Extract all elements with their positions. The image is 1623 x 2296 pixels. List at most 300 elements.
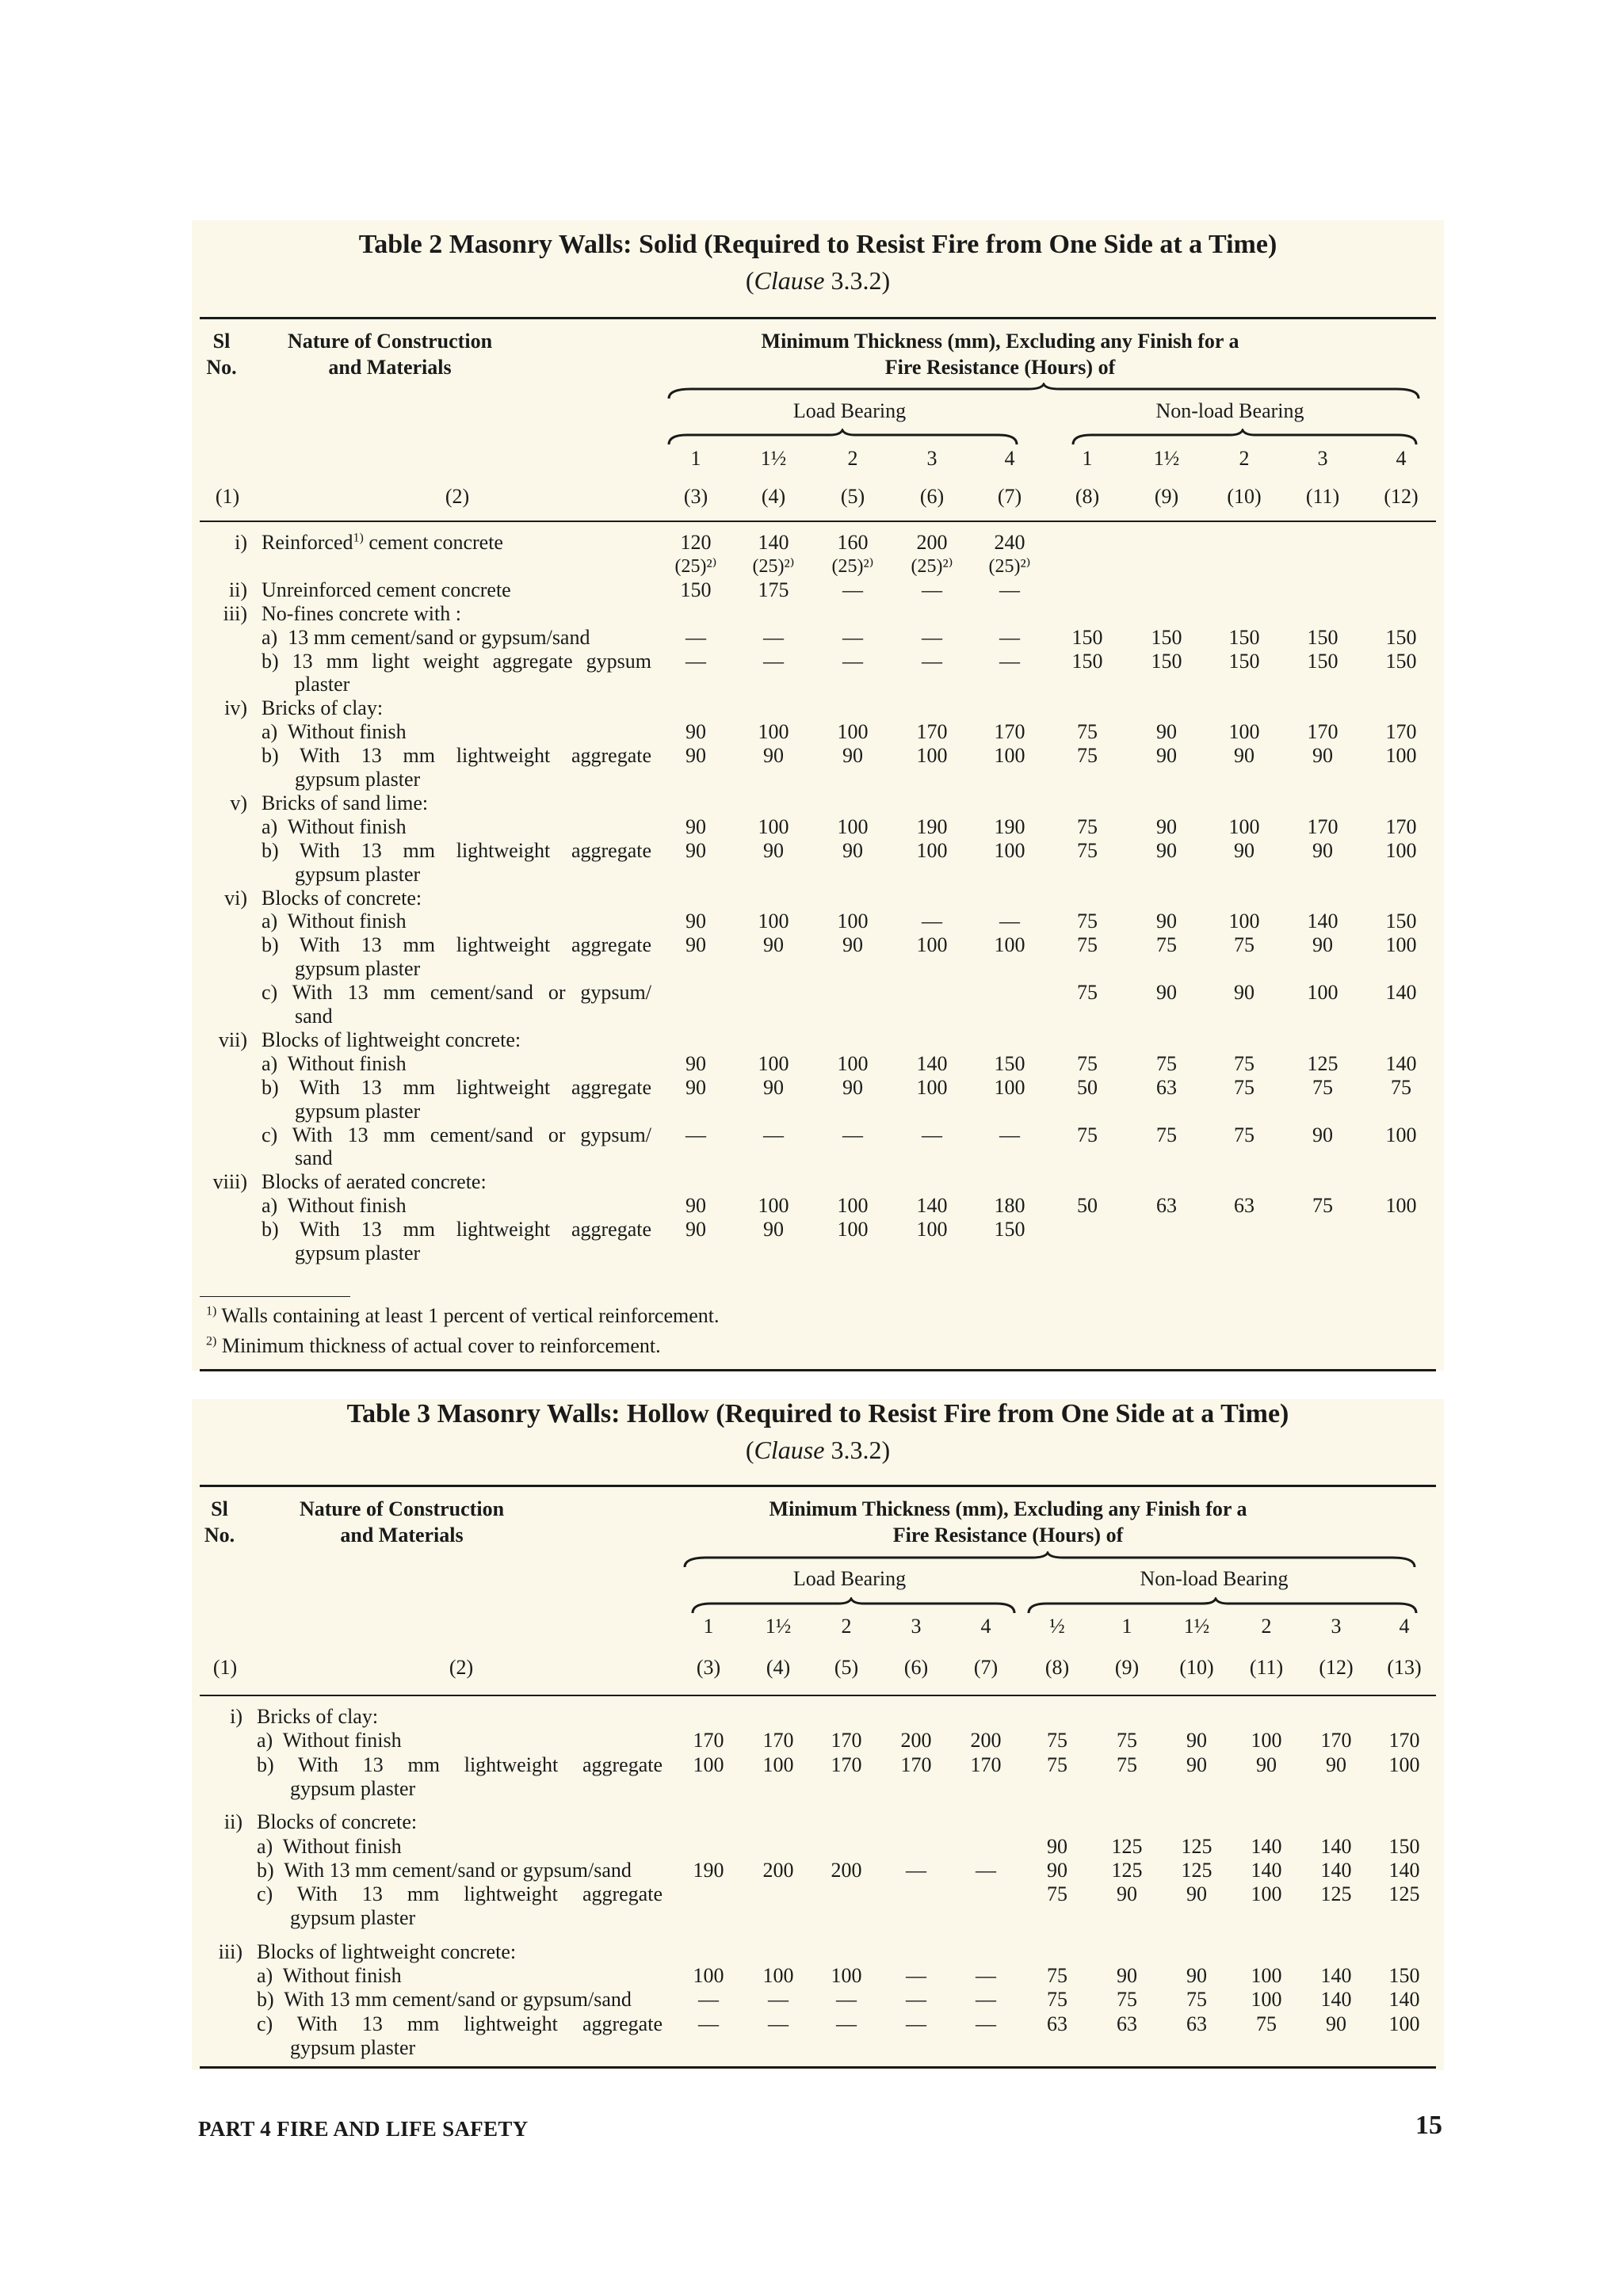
- table-3-value-cell: 200: [970, 1729, 1002, 1753]
- table-2-load-bearing-label: Load Bearing: [792, 399, 907, 422]
- table-3-row-label: b) With 13 mm cement/sand or gypsum/sand: [257, 1988, 632, 2012]
- table-3-value-cell: —: [976, 1858, 996, 1882]
- table-3-value-cell: 170: [900, 1753, 932, 1776]
- table-3-value-cell: 170: [831, 1729, 862, 1753]
- table-2-value-cell: 100: [994, 838, 1025, 862]
- table-2-value-cell: 90: [685, 720, 706, 744]
- table-3-value-cell: 190: [693, 1858, 724, 1882]
- table-2-value-cell: 90: [842, 838, 863, 862]
- table-3-value-cell: 63: [1047, 2012, 1067, 2035]
- table-2-value-cell: 75: [1077, 720, 1098, 744]
- table-2-value-cell: 100: [994, 744, 1025, 768]
- table-2-value-cell: 170: [1307, 720, 1338, 744]
- table-2-value-cell: 125: [1307, 1051, 1338, 1075]
- table-3-hour-heading: 1½: [765, 1615, 792, 1638]
- table-3-row-label: b) With 13 mm cement/sand or gypsum/sand: [257, 1858, 632, 1882]
- table-3-value-cell: 100: [1388, 2012, 1420, 2035]
- table-2-clause: (Clause 3.3.2): [745, 266, 891, 295]
- table-2-row-label: plaster: [295, 673, 350, 696]
- table-3-value-cell: 140: [1388, 1988, 1420, 2012]
- table-3-bottom-rule: [200, 2066, 1436, 2069]
- table-2-value-cell: 140: [1385, 1051, 1417, 1075]
- table-2-hour-heading: 3: [1317, 447, 1328, 470]
- table-2-footnote-1: $^{1)}$ Walls containing at least 1 percent of vertical reinforcement.: [206, 1304, 720, 1327]
- table-3-value-cell: —: [906, 1988, 926, 2012]
- table-2-value-cell: 190: [916, 814, 948, 838]
- table-3-column-number: (1): [212, 1656, 238, 1679]
- table-2-row-label: gypsum plaster: [295, 768, 421, 791]
- table-2-row-label: Bricks of clay:: [262, 696, 384, 720]
- table-2-value-cell: 75: [1234, 1075, 1254, 1099]
- table-2-row-label: c) With 13 mm cement/sand or gypsum/: [262, 1123, 651, 1146]
- table-2-row-label: a) Without finish: [262, 910, 407, 933]
- table-3-value-cell: 75: [1117, 1988, 1137, 2012]
- table-2-value-cell: 100: [837, 910, 869, 933]
- table-3-header-nature: Nature of Construction and Materials: [299, 1497, 505, 1547]
- table-2-value-cell: 90: [1156, 910, 1177, 933]
- table-2-row-sl: i): [235, 531, 247, 554]
- table-2-value-cell: 90: [1312, 933, 1333, 957]
- table-2-row-label: gypsum plaster: [295, 1099, 421, 1123]
- table-2-value-cell: 100: [758, 1051, 789, 1075]
- table-2-hour-heading: 1: [1082, 447, 1093, 470]
- table-2-value-cell: 75: [1156, 1123, 1177, 1146]
- table-2-value-cell: 150: [1228, 649, 1260, 673]
- table-3-header-rule: [200, 1695, 1436, 1696]
- table-2-row-label: sand: [295, 1146, 333, 1170]
- table-3-value-cell: 90: [1186, 1729, 1207, 1753]
- table-2-value-cell: 75: [1077, 981, 1098, 1005]
- table-3-value-cell: 170: [970, 1753, 1002, 1776]
- table-3-value-cell: —: [906, 1858, 926, 1882]
- table-2-value-cell: 100: [758, 910, 789, 933]
- table-2-value-cell: —: [763, 625, 784, 649]
- table-2-value-cell: 150: [1071, 649, 1103, 673]
- table-2-value-cell: 100: [758, 720, 789, 744]
- table-2-value-cell: 90: [842, 744, 863, 768]
- table-3-value-cell: 75: [1117, 1729, 1137, 1753]
- table-3-hour-heading: 2: [1261, 1615, 1272, 1638]
- table-2-value-cell: 100: [837, 1218, 869, 1241]
- table-2-value-cell: —: [842, 1123, 863, 1146]
- table-2-value-cell: 63: [1234, 1194, 1254, 1218]
- table-2-value-cell: 100: [916, 744, 948, 768]
- table-2-value-cell: 100: [837, 1051, 869, 1075]
- table-2-value-cell: 100: [916, 838, 948, 862]
- table-3-title: Table 3 Masonry Walls: Hollow (Required to Resist Fire from One Side at a Time): [346, 1399, 1289, 1428]
- table-3-top-rule: [200, 1485, 1436, 1487]
- table-2-value-cell: 100: [1228, 814, 1260, 838]
- table-3-column-number: (10): [1179, 1656, 1214, 1679]
- table-3-row-label: a) Without finish: [257, 1964, 402, 1987]
- table-3-value-cell: 170: [1320, 1729, 1352, 1753]
- table-2-value-cell: 150: [680, 578, 712, 601]
- table-3-hour-heading: ½: [1049, 1615, 1065, 1638]
- table-2-row-label: Blocks of aerated concrete:: [262, 1170, 487, 1194]
- table-2-value-cell: —: [842, 649, 863, 673]
- table-3-row-label: gypsum plaster: [290, 1776, 416, 1800]
- table-2-value-cell: 240: [994, 531, 1025, 554]
- table-3-hour-heading: 1½: [1183, 1615, 1210, 1638]
- table-2-value-cell: 90: [685, 1218, 706, 1241]
- table-3-value-cell: —: [906, 2012, 926, 2035]
- table-2-row-label: No-fines concrete with :: [262, 601, 461, 625]
- table-2-value-cell: —: [922, 625, 942, 649]
- table-3-column-number: (7): [973, 1656, 999, 1679]
- table-2-value-cell: 120: [680, 531, 712, 554]
- table-2-hour-heading: 1½: [1153, 447, 1180, 470]
- table-2-header-nature: Nature of Construction and Materials: [287, 330, 493, 379]
- table-2-value-cell: 170: [1307, 814, 1338, 838]
- table-2-value-cell: 175: [758, 578, 789, 601]
- table-2-value-cell: 160: [837, 531, 869, 554]
- table-3-hour-heading: 1: [703, 1615, 714, 1638]
- table-2-value-cell: (25)²⁾: [752, 555, 795, 577]
- table-2-value-cell: 90: [763, 933, 784, 957]
- table-3-value-cell: 90: [1117, 1964, 1137, 1987]
- table-2-row-sl: ii): [228, 578, 247, 601]
- table-2-value-cell: 90: [685, 838, 706, 862]
- table-2-value-cell: —: [842, 578, 863, 601]
- table-3-column-number: (4): [766, 1656, 791, 1679]
- table-3-value-cell: 140: [1251, 1858, 1282, 1882]
- table-3-value-cell: —: [768, 2012, 789, 2035]
- table-2-value-cell: 150: [1151, 649, 1182, 673]
- table-3-value-cell: 200: [831, 1858, 862, 1882]
- table-3-value-cell: —: [906, 1964, 926, 1987]
- table-2-row-sl: iii): [223, 601, 247, 625]
- table-2-row-label: gypsum plaster: [295, 957, 421, 981]
- table-2-value-cell: (25)²⁾: [911, 555, 953, 577]
- table-2-column-number: (5): [840, 485, 865, 508]
- table-2-column-number: (1): [215, 485, 240, 508]
- table-2-value-cell: 75: [1077, 744, 1098, 768]
- table-2-value-cell: 75: [1234, 933, 1254, 957]
- table-3-clause: (Clause 3.3.2): [745, 1436, 891, 1464]
- table-3-column-number: (2): [449, 1656, 474, 1679]
- table-2-top-rule: [200, 317, 1436, 319]
- table-2-row-label: a) Without finish: [262, 720, 407, 744]
- table-3-value-cell: 75: [1047, 1729, 1067, 1753]
- table-2-value-cell: 100: [758, 814, 789, 838]
- table-2-value-cell: 100: [1228, 910, 1260, 933]
- table-2-value-cell: —: [999, 649, 1020, 673]
- table-3-header-min-thickness: Minimum Thickness (mm), Excluding any Finish for a Fire Resistance (Hours) of: [769, 1497, 1247, 1547]
- table-3-value-cell: —: [768, 1988, 789, 2012]
- table-2-value-cell: 100: [837, 1194, 869, 1218]
- table-3-value-cell: 200: [900, 1729, 932, 1753]
- table-2-column-number: (11): [1305, 485, 1340, 508]
- table-3-value-cell: 125: [1320, 1882, 1352, 1906]
- table-3-value-cell: 75: [1186, 1988, 1207, 2012]
- table-2-value-cell: 90: [1156, 981, 1177, 1005]
- table-3-value-cell: 90: [1186, 1882, 1207, 1906]
- table-3-value-cell: 75: [1117, 1753, 1137, 1776]
- table-2-value-cell: 100: [1385, 744, 1417, 768]
- table-3-nonload-bearing-label: Non-load Bearing: [1140, 1567, 1289, 1590]
- table-2-value-cell: 75: [1156, 1051, 1177, 1075]
- table-2-value-cell: 140: [916, 1194, 948, 1218]
- table-2-value-cell: 150: [1385, 625, 1417, 649]
- table-2-value-cell: 90: [763, 744, 784, 768]
- table-2-value-cell: 75: [1077, 933, 1098, 957]
- table-2-value-cell: —: [763, 649, 784, 673]
- table-3-value-cell: 170: [693, 1729, 724, 1753]
- table-2-sub-brace-nonload: [1071, 429, 1468, 446]
- table-2-value-cell: 170: [1385, 814, 1417, 838]
- table-3-value-cell: 75: [1047, 1753, 1067, 1776]
- table-2-row-label: gypsum plaster: [295, 1241, 421, 1264]
- table-2-row-label: sand: [295, 1005, 333, 1028]
- table-2-value-cell: —: [922, 910, 942, 933]
- table-3-header-sl: Sl No.: [204, 1497, 235, 1547]
- table-3-column-number: (6): [903, 1656, 929, 1679]
- table-3-hour-heading: 3: [911, 1615, 922, 1638]
- table-2-value-cell: 150: [1307, 625, 1338, 649]
- table-3-value-cell: 100: [1251, 1988, 1282, 2012]
- table-3-column-number: (5): [834, 1656, 859, 1679]
- table-2-value-cell: 90: [1234, 838, 1254, 862]
- table-3-row-label: a) Without finish: [257, 1834, 402, 1858]
- table-2-value-cell: 50: [1077, 1194, 1098, 1218]
- table-3-row-label: gypsum plaster: [290, 2035, 416, 2059]
- table-2-value-cell: 150: [1151, 625, 1182, 649]
- table-3-row-label: gypsum plaster: [290, 1906, 416, 1930]
- table-2-row-label: gypsum plaster: [295, 862, 421, 886]
- table-2-value-cell: —: [999, 1123, 1020, 1146]
- table-2-value-cell: 90: [685, 1051, 706, 1075]
- table-2-row-sl: viii): [212, 1170, 247, 1194]
- table-3-row-sl: iii): [218, 1939, 242, 1963]
- table-3-column-number: (3): [696, 1656, 721, 1679]
- table-2-value-cell: 90: [1312, 1123, 1333, 1146]
- table-3-column-number: (9): [1114, 1656, 1140, 1679]
- table-2-value-cell: 150: [994, 1051, 1025, 1075]
- table-2-value-cell: 63: [1156, 1075, 1177, 1099]
- table-3-value-cell: —: [976, 2012, 996, 2035]
- table-2-row-label: Bricks of sand lime:: [262, 791, 429, 814]
- table-3-row-sl: i): [230, 1705, 242, 1728]
- table-2-value-cell: (25)²⁾: [988, 555, 1031, 577]
- table-2-value-cell: 75: [1312, 1194, 1333, 1218]
- table-2-value-cell: —: [922, 578, 942, 601]
- table-3-row-label: Blocks of concrete:: [257, 1810, 418, 1834]
- table-2-value-cell: —: [685, 1123, 706, 1146]
- footer-part-title: PART 4 FIRE AND LIFE SAFETY: [198, 2117, 529, 2141]
- table-2-value-cell: —: [922, 1123, 942, 1146]
- table-2-value-cell: 150: [1385, 649, 1417, 673]
- table-3-hour-heading: 1: [1121, 1615, 1132, 1638]
- table-2-value-cell: —: [999, 910, 1020, 933]
- table-3-value-cell: 100: [1251, 1882, 1282, 1906]
- table-2-value-cell: 170: [916, 720, 948, 744]
- table-2-column-number: (8): [1075, 485, 1100, 508]
- table-3-value-cell: 140: [1320, 1964, 1352, 1987]
- table-3-value-cell: 90: [1326, 2012, 1346, 2035]
- table-3-value-cell: —: [836, 2012, 857, 2035]
- table-2-row-label: Blocks of concrete:: [262, 886, 422, 910]
- table-2-row-label: Reinforced$^{1)}$ cement concrete: [262, 531, 503, 554]
- table-3-value-cell: 140: [1320, 1858, 1352, 1882]
- table-2-row-label: Blocks of lightweight concrete:: [262, 1028, 521, 1051]
- table-2-row-label: a) Without finish: [262, 1051, 407, 1075]
- table-3-value-cell: 75: [1256, 2012, 1277, 2035]
- table-2-value-cell: 100: [916, 1218, 948, 1241]
- table-2-column-number: (6): [919, 485, 945, 508]
- table-2-hour-heading: 2: [1239, 447, 1250, 470]
- table-2-value-cell: 100: [837, 720, 869, 744]
- table-2-value-cell: 170: [1385, 720, 1417, 744]
- table-2-value-cell: 100: [1307, 981, 1338, 1005]
- table-2-value-cell: (25)²⁾: [831, 555, 874, 577]
- table-3-value-cell: 100: [1388, 1753, 1420, 1776]
- table-2-value-cell: 90: [685, 910, 706, 933]
- table-2-value-cell: 140: [916, 1051, 948, 1075]
- table-2-value-cell: —: [685, 625, 706, 649]
- table-2-value-cell: —: [999, 625, 1020, 649]
- table-2-value-cell: 90: [1156, 814, 1177, 838]
- table-3-value-cell: 125: [1388, 1882, 1420, 1906]
- table-2-value-cell: 150: [1071, 625, 1103, 649]
- table-2-row-label: b) With 13 mm lightweight aggregate: [262, 1218, 651, 1241]
- table-3-hour-heading: 4: [1399, 1615, 1410, 1638]
- table-3-value-cell: 150: [1388, 1834, 1420, 1858]
- table-3-column-number: (11): [1249, 1656, 1284, 1679]
- table-2-value-cell: 75: [1312, 1075, 1333, 1099]
- table-2-value-cell: 150: [1385, 910, 1417, 933]
- table-3-value-cell: 90: [1047, 1834, 1067, 1858]
- table-3-value-cell: 75: [1047, 1882, 1067, 1906]
- table-2-row-label: c) With 13 mm cement/sand or gypsum/: [262, 981, 651, 1005]
- table-3-value-cell: 100: [1251, 1964, 1282, 1987]
- table-2-title: Table 2 Masonry Walls: Solid (Required to Resist Fire from One Side at a Time): [358, 230, 1277, 259]
- table-2-value-cell: 90: [685, 933, 706, 957]
- table-2-value-cell: 100: [994, 1075, 1025, 1099]
- table-2-header-sl: Sl No.: [206, 330, 237, 379]
- table-3-row-label: Bricks of clay:: [257, 1705, 379, 1728]
- table-3-value-cell: 100: [693, 1753, 724, 1776]
- table-2-row-sl: vii): [218, 1028, 247, 1051]
- table-3-hour-heading: 3: [1331, 1615, 1342, 1638]
- table-3-row-sl: ii): [223, 1810, 242, 1834]
- table-3-row-label: Blocks of lightweight concrete:: [257, 1939, 517, 1963]
- table-2-hour-heading: 4: [1004, 447, 1015, 470]
- table-2-value-cell: 90: [1156, 838, 1177, 862]
- table-2-column-number: (10): [1227, 485, 1262, 508]
- table-2-value-cell: 90: [685, 1194, 706, 1218]
- table-2-row-sl: v): [230, 791, 247, 814]
- table-2-value-cell: 100: [1385, 838, 1417, 862]
- table-2-value-cell: 100: [916, 933, 948, 957]
- table-2-value-cell: 63: [1156, 1194, 1177, 1218]
- table-2-value-cell: 90: [1234, 744, 1254, 768]
- table-2-value-cell: (25)²⁾: [674, 555, 717, 577]
- table-2-header-brace: [667, 383, 1420, 400]
- table-2-value-cell: 90: [1156, 720, 1177, 744]
- table-2-value-cell: 100: [758, 1194, 789, 1218]
- table-3-column-number: (12): [1319, 1656, 1354, 1679]
- table-2-value-cell: 150: [994, 1218, 1025, 1241]
- table-2-value-cell: 90: [685, 1075, 706, 1099]
- table-2-value-cell: 75: [1077, 910, 1098, 933]
- table-3-value-cell: —: [976, 1988, 996, 2012]
- table-2-row-label: Unreinforced cement concrete: [262, 578, 511, 601]
- table-3-value-cell: 140: [1251, 1834, 1282, 1858]
- table-2-value-cell: 75: [1077, 1123, 1098, 1146]
- table-3-value-cell: —: [698, 2012, 719, 2035]
- table-2-value-cell: 150: [1228, 625, 1260, 649]
- table-3-value-cell: 125: [1111, 1834, 1143, 1858]
- table-3-value-cell: 100: [1251, 1729, 1282, 1753]
- table-2-row-label: b) With 13 mm lightweight aggregate: [262, 744, 651, 768]
- table-3-value-cell: 100: [762, 1964, 794, 1987]
- table-3-value-cell: 90: [1186, 1964, 1207, 1987]
- table-3-value-cell: 200: [762, 1858, 794, 1882]
- table-2-footnote-rule: [200, 1296, 350, 1297]
- table-2-value-cell: 50: [1077, 1075, 1098, 1099]
- table-2-hour-heading: 1: [690, 447, 701, 470]
- table-2-value-cell: 90: [763, 1075, 784, 1099]
- table-3-row-label: a) Without finish: [257, 1729, 402, 1753]
- table-2-column-number: (7): [997, 485, 1022, 508]
- table-2-footnote-2: $^{2)}$ Minimum thickness of actual cover to reinforcement.: [206, 1334, 661, 1357]
- table-2-hour-heading: 2: [847, 447, 858, 470]
- table-2-value-cell: 150: [1307, 649, 1338, 673]
- table-3-value-cell: 63: [1186, 2012, 1207, 2035]
- table-3-value-cell: 100: [762, 1753, 794, 1776]
- table-3-value-cell: —: [976, 1964, 996, 1987]
- table-2-value-cell: —: [842, 625, 863, 649]
- table-2-row-label: b) With 13 mm lightweight aggregate: [262, 933, 651, 957]
- table-2-value-cell: 75: [1156, 933, 1177, 957]
- table-3-sub-brace-nonload: [1027, 1597, 1439, 1615]
- table-3-value-cell: 125: [1111, 1858, 1143, 1882]
- table-3-value-cell: 75: [1047, 1988, 1067, 2012]
- table-3-row-label: b) With 13 mm lightweight aggregate: [257, 1753, 663, 1776]
- table-2-value-cell: 90: [685, 814, 706, 838]
- table-2-value-cell: 100: [916, 1075, 948, 1099]
- table-3-value-cell: 90: [1047, 1858, 1067, 1882]
- table-2-column-number: (4): [761, 485, 786, 508]
- table-2-panel: [192, 220, 1444, 1371]
- table-2-value-cell: 170: [994, 720, 1025, 744]
- table-2-value-cell: 140: [1385, 981, 1417, 1005]
- table-3-row-label: c) With 13 mm lightweight aggregate: [257, 2012, 663, 2035]
- table-2-value-cell: —: [763, 1123, 784, 1146]
- table-2-value-cell: 75: [1234, 1123, 1254, 1146]
- table-2-value-cell: 180: [994, 1194, 1025, 1218]
- table-3-header-brace: [683, 1551, 1420, 1569]
- table-2-value-cell: 90: [1156, 744, 1177, 768]
- table-3-hour-heading: 4: [980, 1615, 991, 1638]
- table-3-value-cell: 100: [831, 1964, 862, 1987]
- table-2-header-min-thickness: Minimum Thickness (mm), Excluding any Finish for a Fire Resistance (Hours) of: [761, 330, 1239, 379]
- table-3-value-cell: 63: [1117, 2012, 1137, 2035]
- table-3-value-cell: —: [698, 1988, 719, 2012]
- table-3-load-bearing-label: Load Bearing: [792, 1567, 907, 1590]
- table-2-header-rule: [200, 521, 1436, 522]
- table-2-value-cell: 90: [842, 1075, 863, 1099]
- table-2-column-number: (3): [683, 485, 708, 508]
- table-2-value-cell: 140: [758, 531, 789, 554]
- table-2-value-cell: 190: [994, 814, 1025, 838]
- table-2-value-cell: 90: [763, 838, 784, 862]
- table-3-value-cell: 90: [1326, 1753, 1346, 1776]
- table-2-column-number: (12): [1384, 485, 1419, 508]
- table-2-value-cell: 90: [763, 1218, 784, 1241]
- table-2-bottom-rule: [200, 1369, 1436, 1371]
- table-2-value-cell: 100: [1228, 720, 1260, 744]
